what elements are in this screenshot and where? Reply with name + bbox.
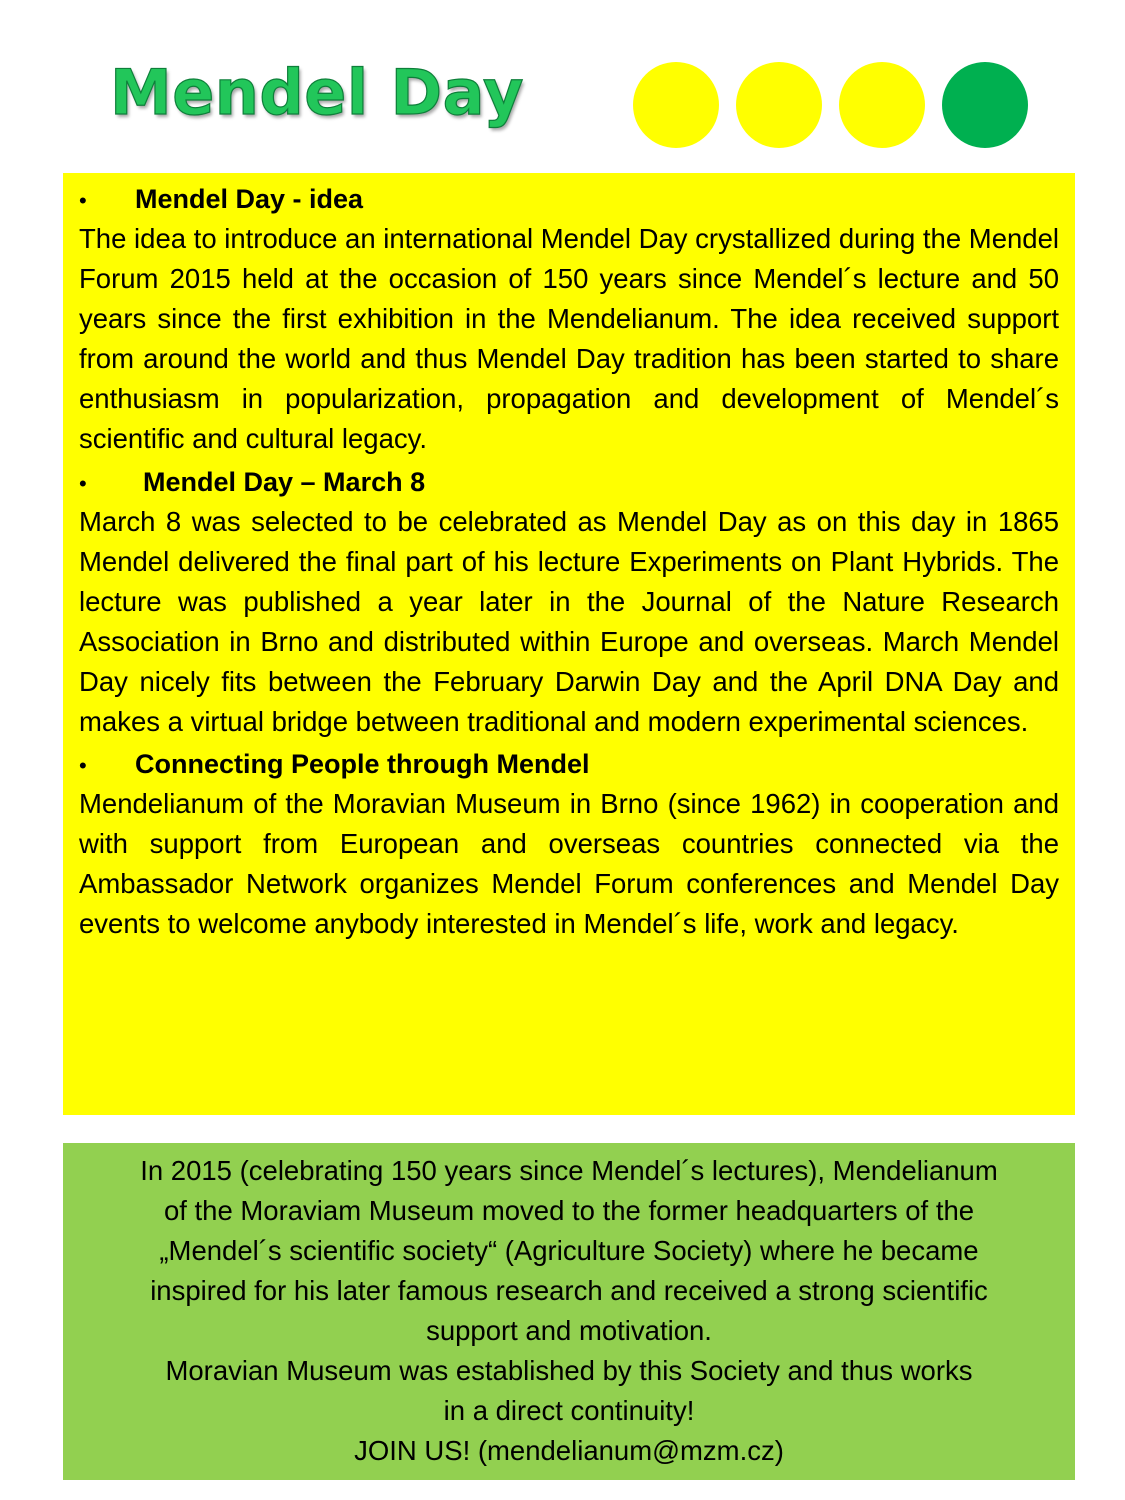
yellow-dot [839,62,925,148]
section-heading-text: Mendel Day – March 8 [143,466,426,497]
footer-line: „Mendel´s scientific society“ (Agriculture Society) where he became [159,1235,979,1266]
info-panel [63,173,1075,1115]
footer-line: support and motivation. [426,1315,712,1346]
footer-panel [63,1143,1075,1480]
footer-contact-line: JOIN US! (mendelianum@mzm.cz) [354,1435,784,1466]
page-title: Mendel Day [110,56,524,129]
section-heading-march-8 [79,462,1059,502]
section-heading-connecting [79,744,1059,784]
section-paragraph-idea: The idea to introduce an international Mendel Day crystallized during the Mendel Forum 2015 held at the occasion of 150 years since Mendel´s lecture and 50 years since the first exhibition in the Mendelianum. The idea received support from around the world and thus Mendel Day tradition has been started to share enthusiasm in popularization, propagation and development of Mendel´s scientific and cultural legacy. [79,223,1059,455]
section-heading-text: Mendel Day - idea [135,184,364,214]
bullet: • [79,753,87,779]
yellow-dot [736,62,822,148]
footer-line: In 2015 (celebrating 150 years since Mendel´s lectures), Mendelianum [140,1155,998,1186]
bullet: • [79,188,87,213]
section-paragraph-connecting: Mendelianum of the Moravian Museum in Brno (since 1962) in cooperation and with support from European and overseas countries connected via the Ambassador Network organizes Mendel Forum conferences and Mendel Day events to welcome anybody interested in Mendel´s life, work and legacy. [79,788,1059,940]
footer-line: inspired for his later famous research and received a strong scientific [150,1275,988,1306]
footer-line: of the Moraviam Museum moved to the former headquarters of the [163,1195,975,1226]
bullet: • [79,470,87,496]
yellow-dot [633,62,719,148]
section-heading-idea [79,179,1059,219]
green-dot [942,62,1028,148]
section-heading-text: Connecting People through Mendel [135,749,590,780]
footer-line: in a direct continuity! [443,1395,695,1426]
section-paragraph-march-8: March 8 was selected to be celebrated as Mendel Day as on this day in 1865 Mendel delivered the final part of his lecture Experiments on Plant Hybrids. The lecture was published a year later in the Journal of the Nature Research Association in Brno and distributed within Europe and overseas. March Mendel Day nicely fits between the February Darwin Day and the April DNA Day and makes a virtual bridge between traditional and modern experimental sciences. [79,505,1059,738]
footer-line: Moravian Museum was established by this Society and thus works [165,1355,973,1386]
